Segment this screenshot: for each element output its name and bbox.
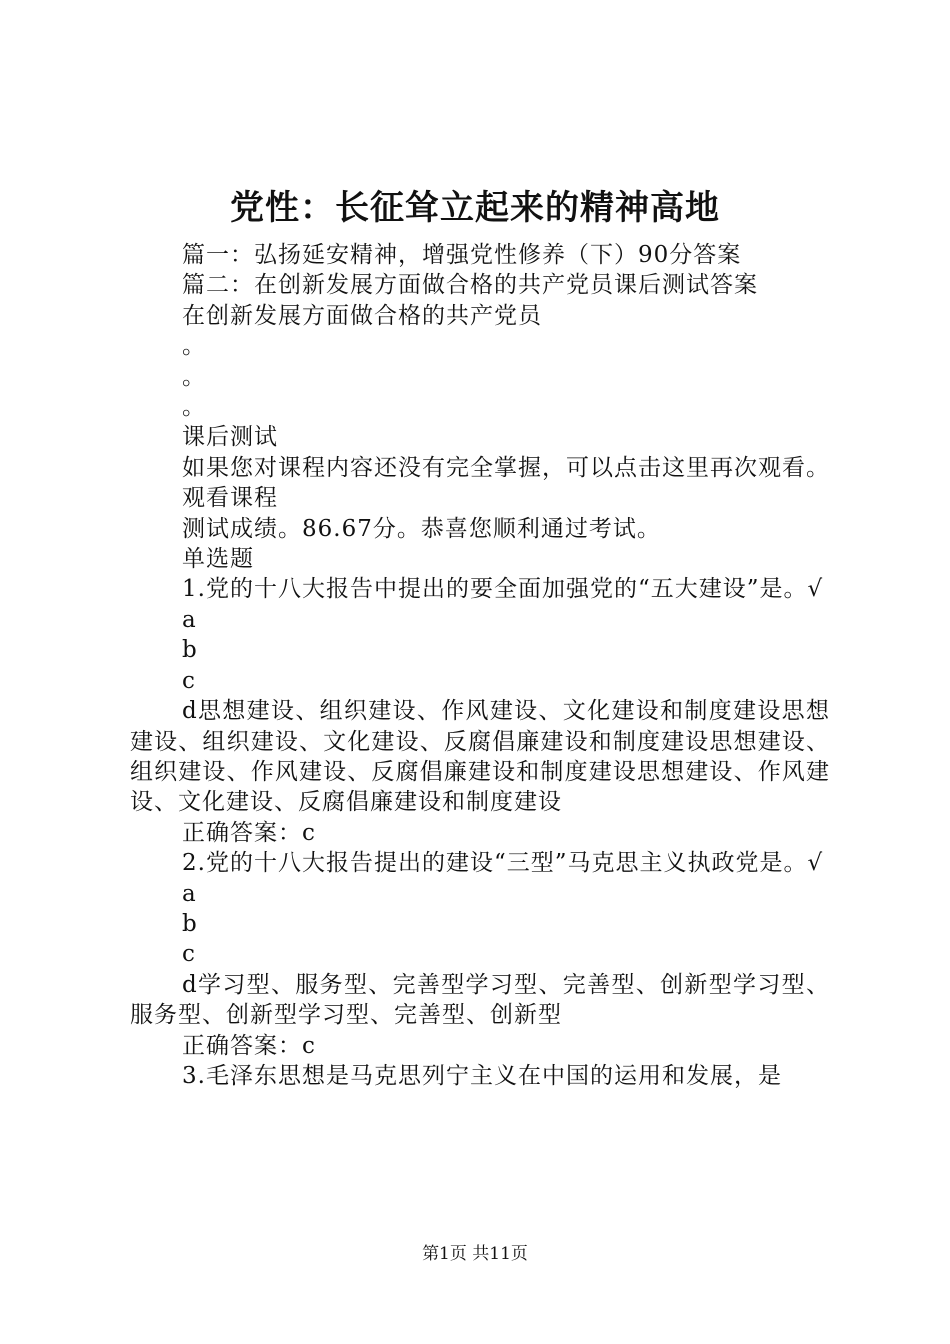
paragraph-part-two: 篇二：在创新发展方面做合格的共产党员课后测试答案 (182, 272, 758, 299)
question-1-option-b: b (182, 637, 198, 664)
question-2-option-c: c (182, 941, 196, 968)
question-2-option-a: a (182, 880, 197, 907)
question-1-answer: 正确答案：c (182, 819, 316, 846)
paragraph-dot-1: 。 (182, 333, 206, 360)
paragraph-single-choice: 单选题 (182, 546, 254, 573)
document-body (130, 240, 830, 1091)
paragraph-post-test: 课后测试 (182, 424, 278, 451)
question-1-option-d: d思想建设、组织建设、作风建设、文化建设和制度建设思想建设、组织建设、文化建设、反腐倡廉建设和制度建设思想建设、组织建设、作风建设、反腐倡廉建设和制度建设思想建设、作风建设、文化建设、反腐倡廉建设和制度建设 (130, 698, 830, 816)
paragraph-course-name: 在创新发展方面做合格的共产党员 (182, 302, 542, 329)
paragraph-dot-3: 。 (182, 394, 206, 421)
question-2-option-b: b (182, 910, 198, 937)
question-1-option-c: c (182, 667, 196, 694)
question-2-option-d: d学习型、服务型、完善型学习型、完善型、创新型学习型、服务型、创新型学习型、完善型、创新型 (130, 971, 830, 1029)
paragraph-dot-2: 。 (182, 363, 206, 390)
paragraph-part-one: 篇一：弘扬延安精神，增强党性修养（下）90分答案 (182, 242, 742, 268)
question-2: 2.党的十八大报告提出的建设“三型”马克思主义执政党是。√ (182, 850, 824, 877)
paragraph-test-score: 测试成绩。86.67分。恭喜您顺利通过考试。 (182, 515, 661, 542)
question-1: 1.党的十八大报告中提出的要全面加强党的“五大建设”是。√ (182, 576, 824, 603)
page-footer: 第1页 共11页 (422, 1244, 528, 1264)
question-3: 3.毛泽东思想是马克思列宁主义在中国的运用和发展，是 (182, 1062, 782, 1089)
question-2-answer: 正确答案：c (182, 1032, 316, 1059)
document-title: 党性：长征耸立起来的精神高地 (230, 188, 720, 228)
paragraph-watch-course: 观看课程 (182, 485, 278, 512)
paragraph-rewatch-hint: 如果您对课程内容还没有完全掌握，可以点击这里再次观看。 (182, 454, 830, 481)
question-1-option-a: a (182, 606, 197, 633)
